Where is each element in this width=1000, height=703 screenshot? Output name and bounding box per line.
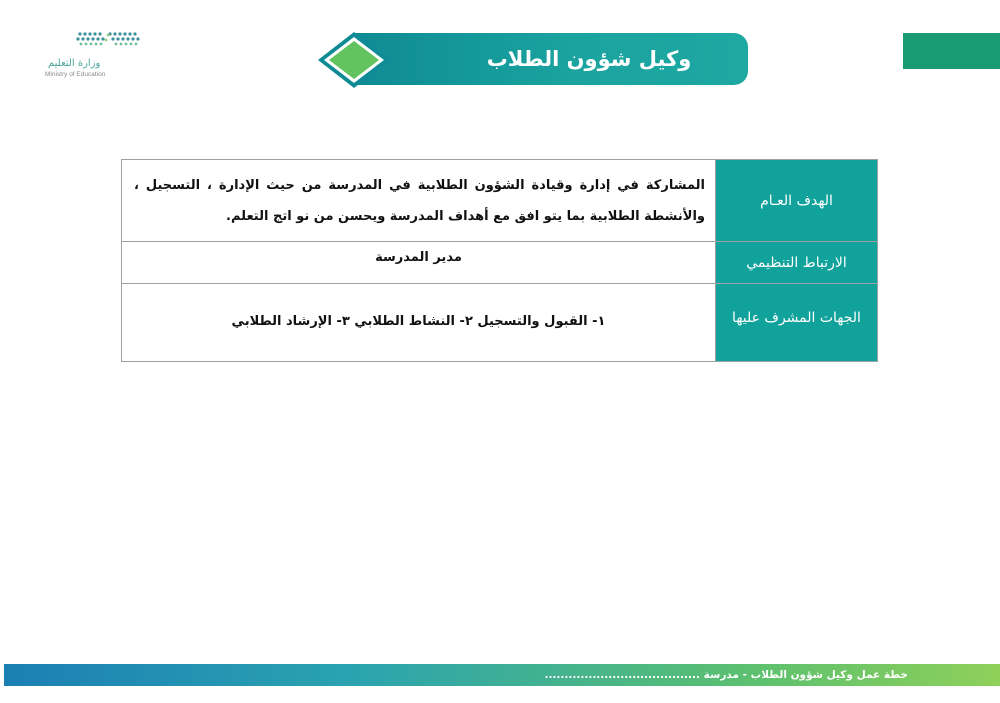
footer-bar — [4, 664, 1000, 686]
row-label-supervised-units: الجهات المشرف عليها — [716, 284, 878, 362]
row-value-general-goal: المشاركة في إدارة وقيادة الشؤون الطلابية في المدرسة من حيث الإدارة ، التسجيل ، والأنشطة الطلابية بما يتو افق مع أهداف المدرسة ويحسن من نو اتج التعلم. — [122, 160, 716, 242]
row-value-org-link: مدير المدرسة — [122, 242, 716, 284]
footer-text: خطة عمل وكيل شؤون الطلاب - مدرسة ....................................... — [544, 669, 908, 681]
title-banner — [318, 32, 748, 88]
row-label-general-goal: الهدف العـام — [716, 160, 878, 242]
ministry-name-en: Ministry of Education — [45, 71, 106, 78]
title-bar — [354, 33, 748, 85]
table-row — [122, 242, 878, 284]
ministry-name-ar: وزارة التعليم — [48, 58, 101, 69]
corner-accent-bar — [903, 33, 1000, 69]
row-value-supervised-units: ١- القبول والتسجيل ٢- النشاط الطلابي ٣- الإرشاد الطلابي — [122, 284, 716, 362]
row-label-org-link: الارتباط التنظيمي — [716, 242, 878, 284]
page-title: وكيل شؤون الطلاب — [486, 47, 692, 71]
table-row — [122, 284, 878, 362]
job-info-table — [121, 159, 878, 362]
table-row — [122, 160, 878, 242]
diamond-icon — [318, 32, 390, 88]
ministry-logo-icon — [40, 26, 150, 58]
